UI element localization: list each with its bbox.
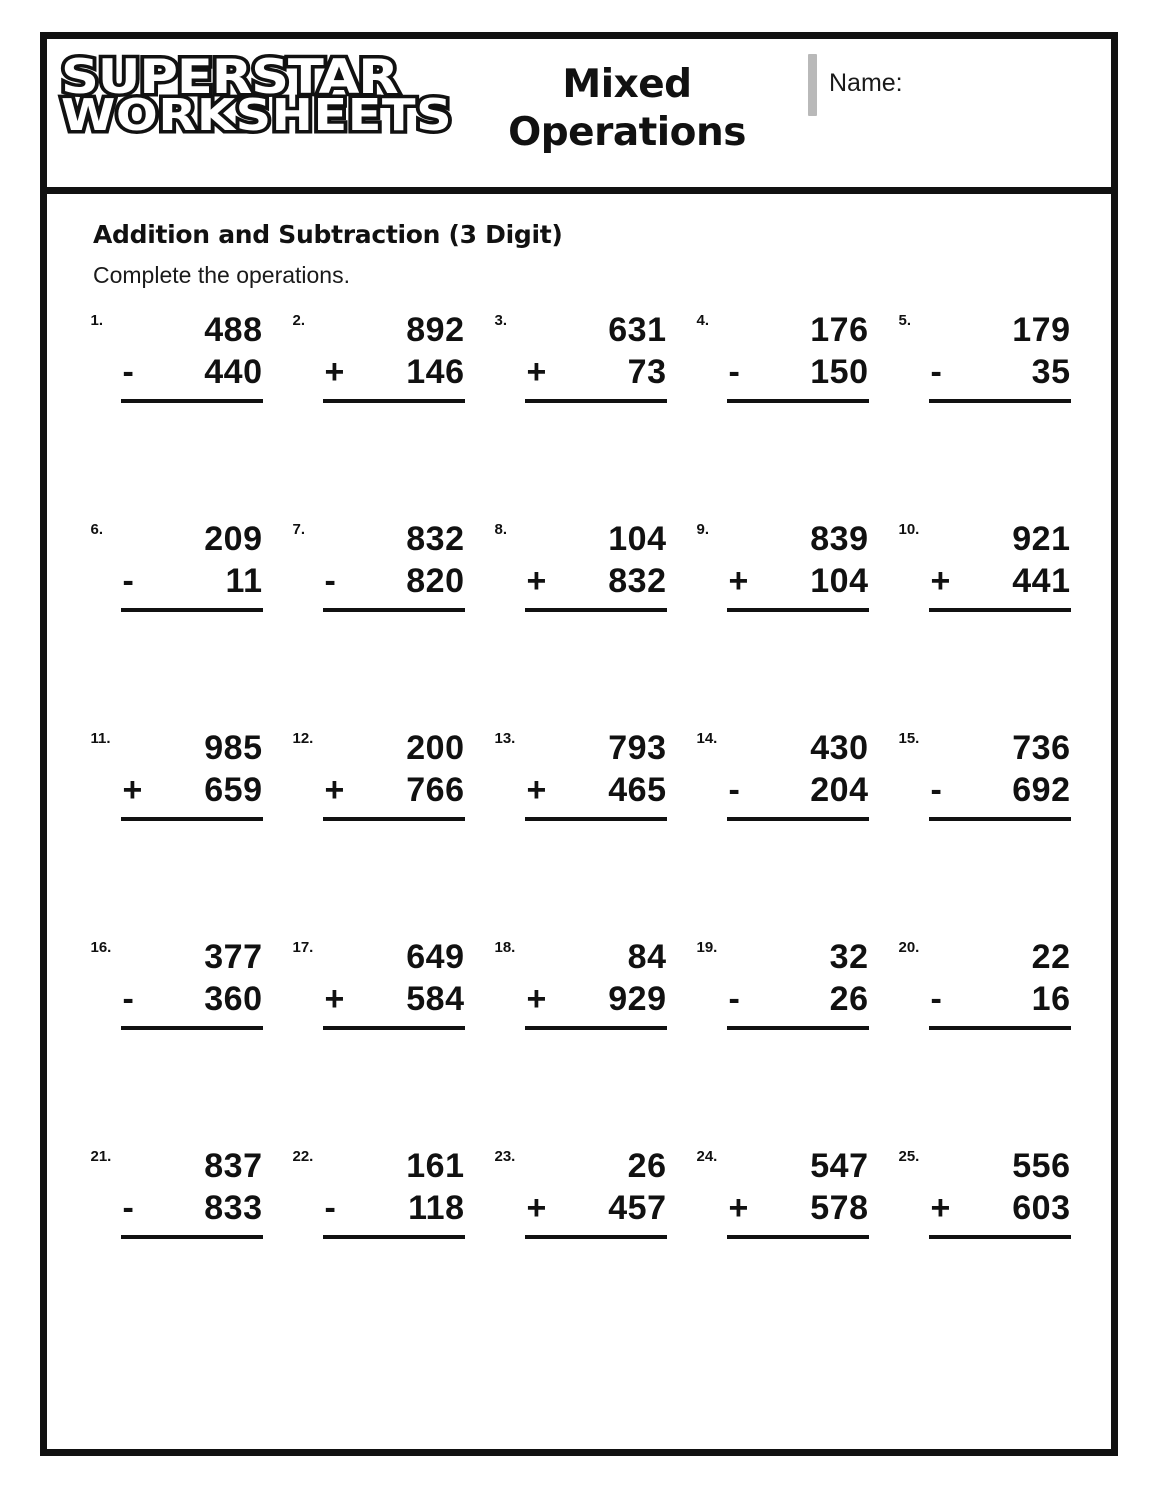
- problem-stack: [921, 519, 1071, 612]
- math-problem: [697, 519, 872, 728]
- math-problem: [899, 310, 1074, 519]
- top-operand-row: [517, 519, 667, 561]
- bottom-operand-row: [517, 352, 667, 394]
- top-operand-row: [315, 519, 465, 561]
- top-operand: 547: [810, 1147, 869, 1185]
- problem-number: 7.: [292, 521, 306, 538]
- top-operand: 985: [204, 729, 263, 767]
- operator-symbol: -: [122, 1188, 135, 1227]
- problem-stack: [921, 937, 1071, 1030]
- bottom-operand: 146: [406, 352, 465, 391]
- problem-stack: [113, 519, 263, 612]
- math-problem: [697, 1146, 872, 1355]
- top-operand: 26: [627, 1147, 667, 1185]
- operator-symbol: -: [930, 979, 943, 1018]
- bottom-operand-row: [517, 1188, 667, 1230]
- problem-number: 2.: [292, 312, 306, 329]
- answer-line[interactable]: [121, 817, 263, 821]
- bottom-operand: 118: [408, 1188, 465, 1227]
- operator-symbol: -: [122, 979, 135, 1018]
- answer-line[interactable]: [121, 608, 263, 612]
- top-operand-row: [921, 519, 1071, 561]
- problem-number: 8.: [494, 521, 508, 538]
- math-problem: [899, 519, 1074, 728]
- top-operand: 377: [204, 938, 263, 976]
- problem-number: 4.: [696, 312, 710, 329]
- top-operand-row: [517, 1146, 667, 1188]
- problem-number: 21.: [90, 1148, 112, 1165]
- answer-line[interactable]: [525, 1026, 667, 1030]
- top-operand-row: [517, 310, 667, 352]
- page-title-line-1: Mixed: [562, 62, 692, 107]
- top-operand: 649: [406, 938, 465, 976]
- operator-symbol: -: [122, 352, 135, 391]
- top-operand-row: [113, 728, 263, 770]
- bottom-operand-row: [719, 352, 869, 394]
- bottom-operand: 833: [204, 1188, 263, 1227]
- bottom-operand-row: [315, 1188, 465, 1230]
- problem-number: 5.: [898, 312, 912, 329]
- operator-symbol: +: [324, 770, 345, 809]
- bottom-operand-row: [315, 352, 465, 394]
- answer-line[interactable]: [929, 399, 1071, 403]
- problem-number: 9.: [696, 521, 710, 538]
- top-operand-row: [921, 1146, 1071, 1188]
- problem-number: 12.: [292, 730, 314, 747]
- operator-symbol: +: [728, 1188, 749, 1227]
- problem-number: 22.: [292, 1148, 314, 1165]
- bottom-operand: 578: [810, 1188, 869, 1227]
- bottom-operand: 26: [829, 979, 869, 1018]
- math-problem: [91, 728, 266, 937]
- problem-stack: [113, 937, 263, 1030]
- math-problem: [899, 728, 1074, 937]
- problem-number: 11.: [90, 730, 111, 747]
- top-operand: 837: [204, 1147, 263, 1185]
- top-operand-row: [315, 937, 465, 979]
- bottom-operand-row: [517, 979, 667, 1021]
- problem-number: 17.: [292, 939, 314, 956]
- bottom-operand-row: [719, 979, 869, 1021]
- problem-stack: [517, 519, 667, 612]
- bottom-operand: 11: [225, 561, 263, 600]
- bottom-operand: 16: [1031, 979, 1071, 1018]
- top-operand: 556: [1012, 1147, 1071, 1185]
- problem-stack: [113, 310, 263, 403]
- top-operand-row: [113, 1146, 263, 1188]
- bottom-operand-row: [921, 1188, 1071, 1230]
- operator-symbol: -: [324, 561, 337, 600]
- math-problem: [495, 937, 670, 1146]
- operator-symbol: +: [526, 352, 547, 391]
- answer-line[interactable]: [323, 817, 465, 821]
- operator-symbol: -: [930, 770, 943, 809]
- top-operand-row: [719, 937, 869, 979]
- answer-line[interactable]: [121, 1235, 263, 1239]
- problem-stack: [719, 1146, 869, 1239]
- top-operand: 839: [810, 520, 869, 558]
- top-operand-row: [719, 1146, 869, 1188]
- bottom-operand-row: [113, 1188, 263, 1230]
- problem-number: 1.: [90, 312, 104, 329]
- problem-stack: [719, 937, 869, 1030]
- answer-line[interactable]: [323, 608, 465, 612]
- top-operand-row: [921, 937, 1071, 979]
- bottom-operand: 104: [810, 561, 869, 600]
- top-operand: 793: [608, 729, 667, 767]
- top-operand-row: [517, 728, 667, 770]
- bottom-operand: 929: [608, 979, 667, 1018]
- bottom-operand: 150: [810, 352, 869, 391]
- logo-line-superstar: SUPERSTAR: [61, 50, 398, 105]
- bottom-operand: 457: [608, 1188, 667, 1227]
- top-operand-row: [315, 728, 465, 770]
- bottom-operand: 584: [406, 979, 465, 1018]
- problem-grid: [77, 310, 1087, 1355]
- operator-symbol: -: [122, 561, 135, 600]
- math-problem: [293, 728, 468, 937]
- problem-stack: [517, 937, 667, 1030]
- section-heading: Addition and Subtraction (3 Digit): [93, 220, 563, 249]
- bottom-operand-row: [315, 770, 465, 812]
- bottom-operand: 603: [1012, 1188, 1071, 1227]
- answer-line[interactable]: [121, 1026, 263, 1030]
- bottom-operand-row: [921, 979, 1071, 1021]
- name-label: Name:: [829, 69, 903, 97]
- math-problem: [697, 937, 872, 1146]
- operator-symbol: +: [526, 561, 547, 600]
- top-operand: 488: [204, 311, 263, 349]
- bottom-operand: 35: [1031, 352, 1071, 391]
- page-title: [467, 61, 787, 156]
- bottom-operand: 820: [406, 561, 465, 600]
- math-problem: [91, 1146, 266, 1355]
- math-problem: [697, 728, 872, 937]
- answer-line[interactable]: [323, 399, 465, 403]
- worksheet-page: [40, 32, 1118, 1456]
- bottom-operand: 659: [204, 770, 263, 809]
- top-operand-row: [517, 937, 667, 979]
- operator-symbol: -: [728, 979, 741, 1018]
- math-problem: [495, 310, 670, 519]
- problem-number: 16.: [90, 939, 112, 956]
- superstar-worksheets-logo: [61, 50, 453, 141]
- math-problem: [91, 310, 266, 519]
- math-problem: [495, 519, 670, 728]
- bottom-operand-row: [921, 352, 1071, 394]
- operator-symbol: -: [930, 352, 943, 391]
- top-operand-row: [113, 937, 263, 979]
- top-operand: 832: [406, 520, 465, 558]
- answer-line[interactable]: [727, 817, 869, 821]
- answer-line[interactable]: [929, 1235, 1071, 1239]
- top-operand: 209: [204, 520, 263, 558]
- bottom-operand: 692: [1012, 770, 1071, 809]
- problem-stack: [719, 519, 869, 612]
- top-operand: 22: [1031, 938, 1071, 976]
- problem-stack: [315, 728, 465, 821]
- problem-number: 23.: [494, 1148, 516, 1165]
- problem-stack: [517, 310, 667, 403]
- problem-number: 15.: [898, 730, 920, 747]
- math-problem: [293, 937, 468, 1146]
- operator-symbol: +: [728, 561, 749, 600]
- problem-stack: [113, 1146, 263, 1239]
- problem-number: 10.: [898, 521, 920, 538]
- answer-line[interactable]: [525, 608, 667, 612]
- operator-symbol: -: [728, 770, 741, 809]
- bottom-operand-row: [113, 770, 263, 812]
- math-problem: [293, 1146, 468, 1355]
- math-problem: [495, 1146, 670, 1355]
- bottom-operand: 73: [627, 352, 667, 391]
- answer-line[interactable]: [727, 1235, 869, 1239]
- top-operand-row: [719, 728, 869, 770]
- math-problem: [899, 1146, 1074, 1355]
- answer-line[interactable]: [525, 817, 667, 821]
- math-problem: [495, 728, 670, 937]
- bottom-operand-row: [315, 979, 465, 1021]
- top-operand-row: [315, 310, 465, 352]
- answer-line[interactable]: [525, 399, 667, 403]
- operator-symbol: +: [526, 770, 547, 809]
- problem-number: 6.: [90, 521, 104, 538]
- top-operand-row: [113, 310, 263, 352]
- operator-symbol: +: [930, 1188, 951, 1227]
- math-problem: [899, 937, 1074, 1146]
- top-operand: 104: [608, 520, 667, 558]
- answer-line[interactable]: [121, 399, 263, 403]
- answer-line[interactable]: [323, 1026, 465, 1030]
- bottom-operand-row: [113, 352, 263, 394]
- instructions-text: Complete the operations.: [93, 262, 350, 288]
- math-problem: [91, 519, 266, 728]
- top-operand: 631: [608, 311, 667, 349]
- bottom-operand-row: [517, 561, 667, 603]
- bottom-operand: 441: [1012, 561, 1071, 600]
- problem-number: 18.: [494, 939, 516, 956]
- answer-line[interactable]: [929, 1026, 1071, 1030]
- bottom-operand-row: [113, 561, 263, 603]
- operator-symbol: +: [526, 979, 547, 1018]
- bottom-operand-row: [719, 1188, 869, 1230]
- operator-symbol: +: [930, 561, 951, 600]
- bottom-operand: 832: [608, 561, 667, 600]
- name-divider-bar: [808, 54, 817, 116]
- problem-stack: [315, 519, 465, 612]
- problem-number: 14.: [696, 730, 718, 747]
- bottom-operand: 360: [204, 979, 263, 1018]
- problem-stack: [315, 310, 465, 403]
- problem-stack: [921, 310, 1071, 403]
- problem-stack: [315, 1146, 465, 1239]
- top-operand: 892: [406, 311, 465, 349]
- bottom-operand-row: [719, 770, 869, 812]
- problem-stack: [315, 937, 465, 1030]
- bottom-operand: 465: [608, 770, 667, 809]
- answer-line[interactable]: [929, 608, 1071, 612]
- operator-symbol: +: [122, 770, 143, 809]
- top-operand-row: [921, 310, 1071, 352]
- top-operand: 200: [406, 729, 465, 767]
- answer-line[interactable]: [323, 1235, 465, 1239]
- operator-symbol: +: [324, 352, 345, 391]
- answer-line[interactable]: [525, 1235, 667, 1239]
- problem-stack: [517, 1146, 667, 1239]
- bottom-operand-row: [921, 770, 1071, 812]
- problem-number: 20.: [898, 939, 920, 956]
- bottom-operand: 440: [204, 352, 263, 391]
- problem-stack: [921, 728, 1071, 821]
- answer-line[interactable]: [727, 399, 869, 403]
- problem-number: 3.: [494, 312, 508, 329]
- bottom-operand: 766: [406, 770, 465, 809]
- problem-number: 25.: [898, 1148, 920, 1165]
- logo-line-worksheets: WORKSHEETS: [61, 89, 453, 141]
- top-operand-row: [719, 519, 869, 561]
- bottom-operand-row: [113, 979, 263, 1021]
- problem-stack: [113, 728, 263, 821]
- operator-symbol: +: [526, 1188, 547, 1227]
- top-operand-row: [921, 728, 1071, 770]
- problem-stack: [719, 728, 869, 821]
- math-problem: [697, 310, 872, 519]
- problem-number: 13.: [494, 730, 516, 747]
- top-operand-row: [113, 519, 263, 561]
- top-operand-row: [719, 310, 869, 352]
- worksheet-header: [47, 39, 1111, 194]
- math-problem: [293, 310, 468, 519]
- bottom-operand-row: [517, 770, 667, 812]
- top-operand: 84: [627, 938, 667, 976]
- top-operand: 161: [406, 1147, 465, 1185]
- problem-stack: [719, 310, 869, 403]
- top-operand-row: [315, 1146, 465, 1188]
- top-operand: 32: [829, 938, 869, 976]
- top-operand: 176: [810, 311, 869, 349]
- math-problem: [91, 937, 266, 1146]
- problem-stack: [921, 1146, 1071, 1239]
- operator-symbol: +: [324, 979, 345, 1018]
- math-problem: [293, 519, 468, 728]
- problem-number: 19.: [696, 939, 718, 956]
- operator-symbol: -: [728, 352, 741, 391]
- problem-number: 24.: [696, 1148, 718, 1165]
- bottom-operand-row: [315, 561, 465, 603]
- answer-line[interactable]: [727, 1026, 869, 1030]
- answer-line[interactable]: [727, 608, 869, 612]
- page-title-line-2: Operations: [508, 109, 746, 155]
- bottom-operand: 204: [810, 770, 869, 809]
- top-operand: 736: [1012, 729, 1071, 767]
- bottom-operand-row: [921, 561, 1071, 603]
- top-operand: 921: [1012, 520, 1071, 558]
- top-operand: 179: [1012, 311, 1071, 349]
- problem-stack: [517, 728, 667, 821]
- answer-line[interactable]: [929, 817, 1071, 821]
- bottom-operand-row: [719, 561, 869, 603]
- top-operand: 430: [810, 729, 869, 767]
- operator-symbol: -: [324, 1188, 337, 1227]
